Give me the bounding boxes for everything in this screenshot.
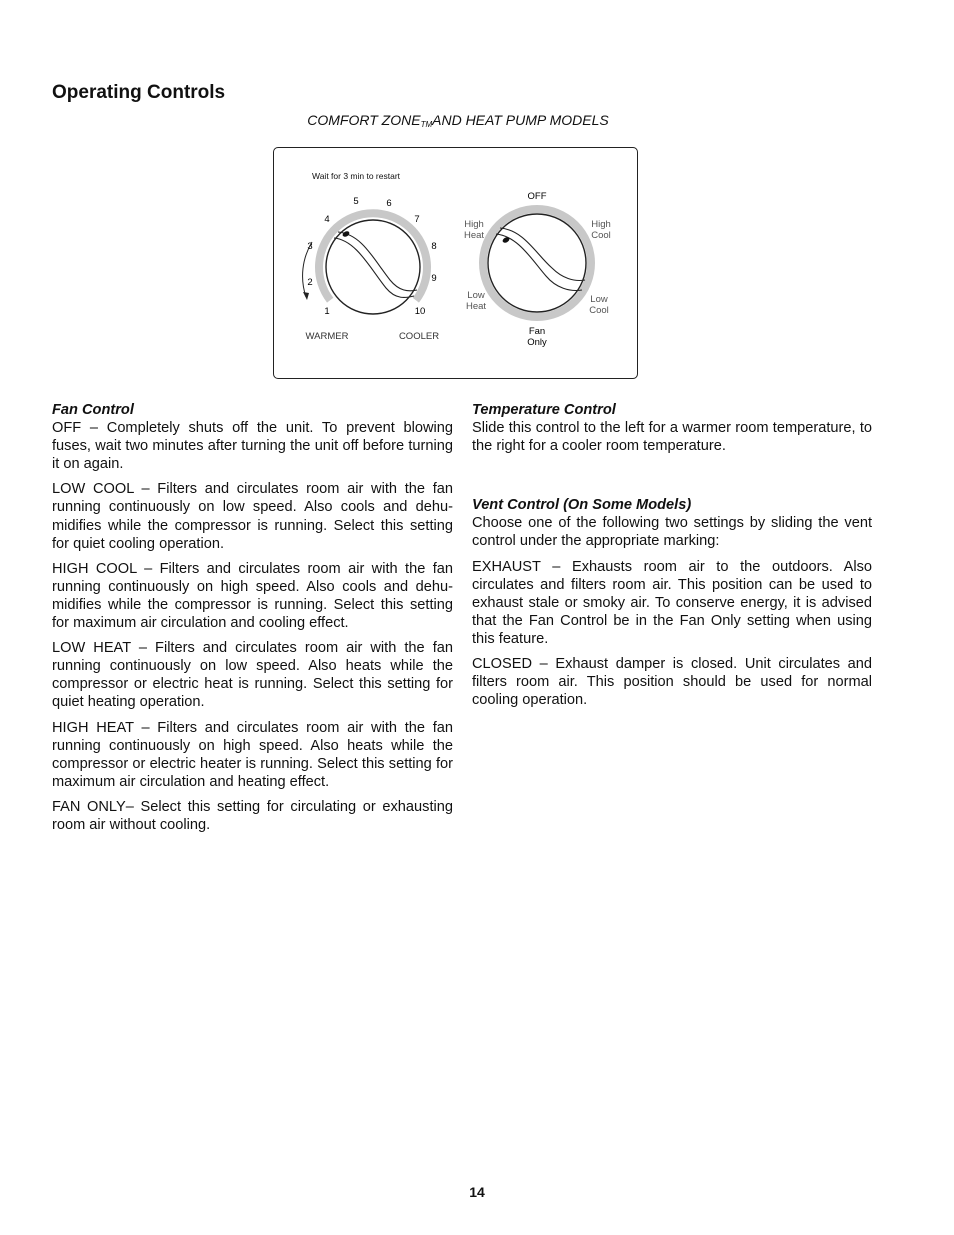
- fan-only-label-line1: Fan: [528, 326, 546, 337]
- cooler-label: COOLER: [398, 331, 440, 342]
- temperature-control-paragraph: Slide this control to the left for a warmer room temperature, to the right for a cooler room temperature.: [472, 420, 872, 455]
- warmer-label: WARMER: [305, 331, 349, 342]
- tick-label-1: 1: [324, 306, 330, 317]
- fan-control-heading: Fan Control: [52, 402, 134, 418]
- arrow-head-icon: [303, 292, 309, 300]
- tick-label-3: 3: [307, 241, 313, 252]
- fan-control-low-cool-paragraph: LOW COOL – Filters and circulates room air with the fan running continuously on low speed. Also cools and dehu-midifies while the compressor is running. Select this setting for quiet cooling operation.: [52, 481, 453, 552]
- diagram-caption: [0, 112, 916, 129]
- caption-suffix: AND HEAT PUMP MODELS: [432, 112, 609, 128]
- temperature-control-heading: Temperature Control: [472, 402, 616, 418]
- high-heat-label-line1: High: [464, 219, 484, 230]
- tick-label-5: 5: [353, 196, 359, 207]
- tick-label-8: 8: [431, 241, 437, 252]
- tick-label-4: 4: [324, 214, 330, 225]
- control-panel-diagram: [273, 147, 638, 379]
- low-heat-label-line1: Low: [467, 290, 485, 301]
- low-cool-label-line2: Cool: [589, 305, 609, 316]
- off-label: OFF: [527, 191, 547, 202]
- fan-control-high-heat-paragraph: HIGH HEAT – Filters and circulates room air with the fan running continuously on high speed. Also heats while the compressor or electric heater is running. Select this setting for maximum air circulation and heating effect.: [52, 719, 453, 790]
- tick-label-7: 7: [414, 214, 420, 225]
- vent-control-closed-paragraph: CLOSED – Exhaust damper is closed. Unit circulates and filters room air. This position should be used for normal cooling operation.: [472, 656, 872, 709]
- vent-control-exhaust-paragraph: EXHAUST – Exhausts room air to the outdoors. Also circulates and filters room air. This position can be used to exhaust stale or smoky air. To conserve energy, it is advised that the Fan Control be in the Fan Only setting when using this feature.: [472, 558, 872, 647]
- caption-prefix: COMFORT ZONE: [307, 112, 421, 128]
- vent-control-intro-paragraph: Choose one of the following two settings by sliding the vent control under the appropriate marking:: [472, 515, 872, 550]
- low-cool-label-line1: Low: [590, 294, 608, 305]
- fan-only-label-line2: Only: [527, 337, 547, 348]
- mode-selector-dial[interactable]: [464, 191, 611, 348]
- tick-label-10: 10: [414, 306, 426, 317]
- high-heat-label-line2: Heat: [463, 230, 485, 241]
- tick-label-2: 2: [307, 277, 313, 288]
- fan-control-section: [52, 401, 453, 841]
- control-panel-svg: [274, 148, 639, 380]
- page-title: Operating Controls: [52, 82, 226, 103]
- fan-control-high-cool-paragraph: HIGH COOL – Filters and circulates room air with the fan running continuously on high speed. Also cools and dehu-midifies while the compressor is running. Select this setting for maximum air circulation and cooling effect.: [52, 560, 453, 632]
- vent-control-section: [472, 496, 872, 709]
- thermostat-knob: [326, 220, 420, 314]
- fan-control-low-heat-paragraph: LOW HEAT – Filters and circulates room air with the fan running continuously on low speed. Also heats while the compressor or electric heat is running. Select this setting for quiet heating operation.: [52, 640, 453, 711]
- low-heat-label-line2: Heat: [465, 301, 487, 312]
- fan-control-fan-only-paragraph: FAN ONLY– Select this setting for circulating or exhausting room air without cooling.: [52, 798, 453, 833]
- restart-note: Wait for 3 min to restart: [312, 171, 401, 181]
- temperature-control-section: [472, 401, 872, 455]
- page-number: 14: [469, 1184, 485, 1200]
- tick-label-9: 9: [431, 273, 437, 284]
- thermostat-dial[interactable]: [303, 196, 440, 342]
- high-cool-label-line1: High: [591, 219, 611, 230]
- fan-control-off-paragraph: OFF – Completely shuts off the unit. To prevent blowing fuses, wait two minutes after turning the unit off before turning it on again.: [52, 420, 453, 473]
- vent-control-heading: Vent Control (On Some Models): [472, 497, 692, 514]
- right-column: [472, 401, 872, 716]
- tick-label-6: 6: [386, 198, 392, 209]
- high-cool-label-line2: Cool: [591, 230, 611, 241]
- trademark-mark: TM: [420, 120, 433, 129]
